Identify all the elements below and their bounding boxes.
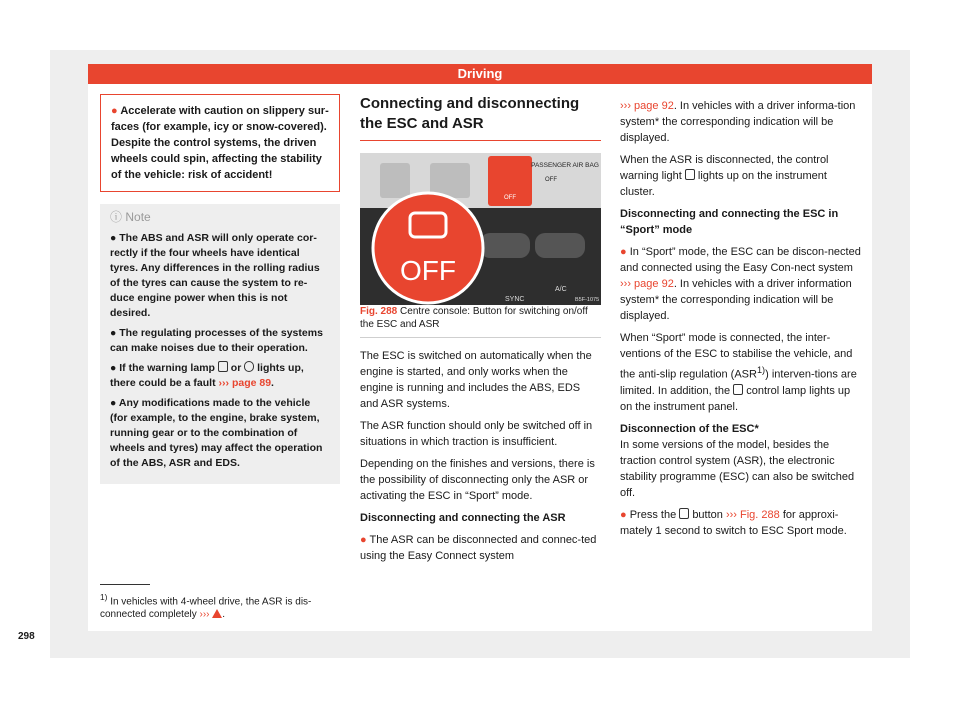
note-item: ● The regulating processes of the systems can make noises due to their operation.: [110, 327, 323, 354]
subheading: Disconnecting and connecting the ESC in “Sport” mode: [620, 208, 839, 236]
passenger-airbag-label: PASSENGER AIR BAG: [531, 162, 599, 169]
console-illustration: [360, 153, 601, 305]
paragraph-text: The ASR can be disconnected and connec-ted using the Easy Connect system: [360, 534, 597, 562]
note-box: [100, 204, 340, 484]
paragraph-text: In “Sport” mode, the ESC can be discon-nected and connected using the Easy Con-nect system: [620, 246, 861, 274]
note-title: Note: [125, 210, 151, 224]
paragraph-text: lights up on the instrument cluster.: [620, 170, 827, 198]
caption-text: Centre console: Button for switching on/off the ESC and ASR: [360, 306, 588, 330]
page-link[interactable]: ››› page 92: [620, 278, 674, 290]
esc-button-icon: [679, 508, 689, 519]
note-item-text: or: [230, 362, 242, 374]
note-item: ● Any modifications made to the vehicle (for example, to the engine, brake system, running gear or to the combination of wheels and tyres) may affect the operation of the ABS, ASR and EDS.: [110, 397, 323, 469]
punctuation: .: [271, 377, 274, 389]
paragraph-text: When “Sport” mode is connected, the inter-ventions of the ESC to stabilise the vehicle, and the anti-slip regulation (ASR: [620, 332, 853, 381]
footnote-marker: 1): [100, 592, 108, 602]
paragraph-text: button: [692, 508, 723, 521]
bullet-paragraph: [360, 532, 601, 564]
asr-warning-light-icon: [685, 169, 695, 180]
footnote-link[interactable]: ›››: [199, 609, 210, 621]
page-link[interactable]: ››› page 89: [218, 377, 272, 389]
left-column: [100, 94, 340, 484]
figure-label: Fig. 288: [360, 306, 398, 317]
bullet-icon: ●: [111, 105, 118, 117]
figure-caption: [360, 305, 601, 338]
subheading: Disconnecting and connecting the ASR: [360, 512, 566, 524]
warning-text: Accelerate with caution on slippery sur-faces (for example, icy or snow-covered). Despite the control systems, the driven wheels could spin, affecting the stability of the vehicle: risk of accident!: [111, 105, 329, 181]
page-link[interactable]: ››› page 92: [620, 100, 674, 112]
paragraph: The ASR function should only be switched off in situations in which traction is insufficient.: [360, 420, 593, 448]
paragraph-text: . In vehicles with a driver informa-tion system* the corresponding indication will be displayed.: [620, 100, 856, 144]
figure-link[interactable]: ››› Fig. 288: [725, 508, 780, 521]
note-item-text: lights up, there could be a fault: [110, 362, 304, 389]
warning-box: [100, 94, 340, 192]
paragraph: [620, 330, 862, 415]
page-number: 298: [18, 631, 35, 642]
esc-warning-lamp-icon: [218, 361, 228, 372]
sync-label: SYNC: [505, 296, 525, 303]
note-item-text: If the warning lamp: [119, 362, 215, 374]
middle-column: [360, 94, 601, 570]
paragraph: The ESC is switched on automatically when the engine is started, and only works when the engine is running and includes the ABS, EDS and ASR systems.: [360, 350, 592, 410]
bullet-icon: ●: [620, 246, 627, 258]
paragraph: [620, 98, 862, 146]
footnote: [100, 584, 340, 621]
middle-body: [360, 348, 601, 564]
bullet-icon: ●: [360, 534, 367, 546]
paragraph-text: ) interven-tions are limited. In addition, the: [620, 368, 857, 397]
info-icon: ⓘ: [110, 210, 123, 224]
note-item: ● The ABS and ASR will only operate cor-rectly if the four wheels have identical tyres. Any differences in the rolling radius of the tyres can cause the system to re-duce engine power when this is not desired.: [110, 232, 320, 319]
punctuation: .: [222, 609, 226, 621]
figure-code: B5F-1075: [575, 297, 600, 303]
note-item: ● If the warning lamp or lights up, there could be a fault ››› page 89.: [110, 362, 304, 389]
callout-off-label: OFF: [400, 255, 456, 286]
note-header: [110, 210, 330, 225]
paragraph: Depending on the finishes and versions, there is the possibility of disconnecting only the ASR or activating the ESC in “Sport” mode.: [360, 458, 595, 502]
abs-warning-lamp-icon: [244, 361, 254, 372]
paragraph: [620, 152, 862, 200]
ac-label: A/C: [555, 286, 567, 293]
paragraph-text: . In vehicles with a driver information system* the corresponding indication will be displayed.: [620, 278, 852, 322]
note-item-text: Any modifications made to the vehicle (for example, to the engine, brake system, running gear or to the combination of wheels and tyres) may affect the operation of the ABS, ASR and EDS.: [110, 397, 323, 469]
paragraph-text: Press the: [629, 508, 677, 521]
button-off-label: OFF: [504, 195, 516, 201]
figure-centre-console: [360, 153, 601, 305]
chapter-header: Driving: [88, 64, 872, 84]
esc-control-lamp-icon: [733, 384, 743, 395]
bullet-icon: ●: [620, 508, 627, 521]
note-item-text: The ABS and ASR will only operate cor-rectly if the four wheels have identical tyres. Any differences in the rolling radius of the tyres can cause the system to re-duce engine power when this is not desired.: [110, 232, 320, 319]
footnote-rule: [100, 584, 150, 585]
paragraph-text: When the ASR is disconnected, the control warning light: [620, 154, 829, 182]
bullet-paragraph: [620, 507, 862, 539]
footnote-ref: 1): [756, 365, 766, 375]
manual-page: [18, 64, 872, 642]
warning-triangle-icon: [212, 609, 222, 618]
section-title: Connecting and disconnecting the ESC and ASR: [360, 94, 601, 141]
note-item-text: The regulating processes of the systems can make noises due to their operation.: [110, 327, 323, 354]
bullet-paragraph: [620, 244, 862, 324]
paragraph-text: control lamp lights up on the instrument panel.: [620, 384, 851, 413]
subheading: Disconnection of the ESC*: [620, 422, 759, 435]
paragraph: In some versions of the model, besides the traction control system (ASR), the electronic stability programme (ESC) can also be switched off.: [620, 438, 855, 499]
footnote-text: In vehicles with 4-wheel drive, the ASR is dis-connected completely: [100, 596, 312, 621]
zoom-callout: [373, 193, 483, 303]
passenger-off-label: OFF: [545, 177, 557, 183]
right-column: [620, 98, 862, 545]
paragraph-text: for approxi-mately 1 second to switch to ESC Sport mode.: [620, 508, 847, 537]
